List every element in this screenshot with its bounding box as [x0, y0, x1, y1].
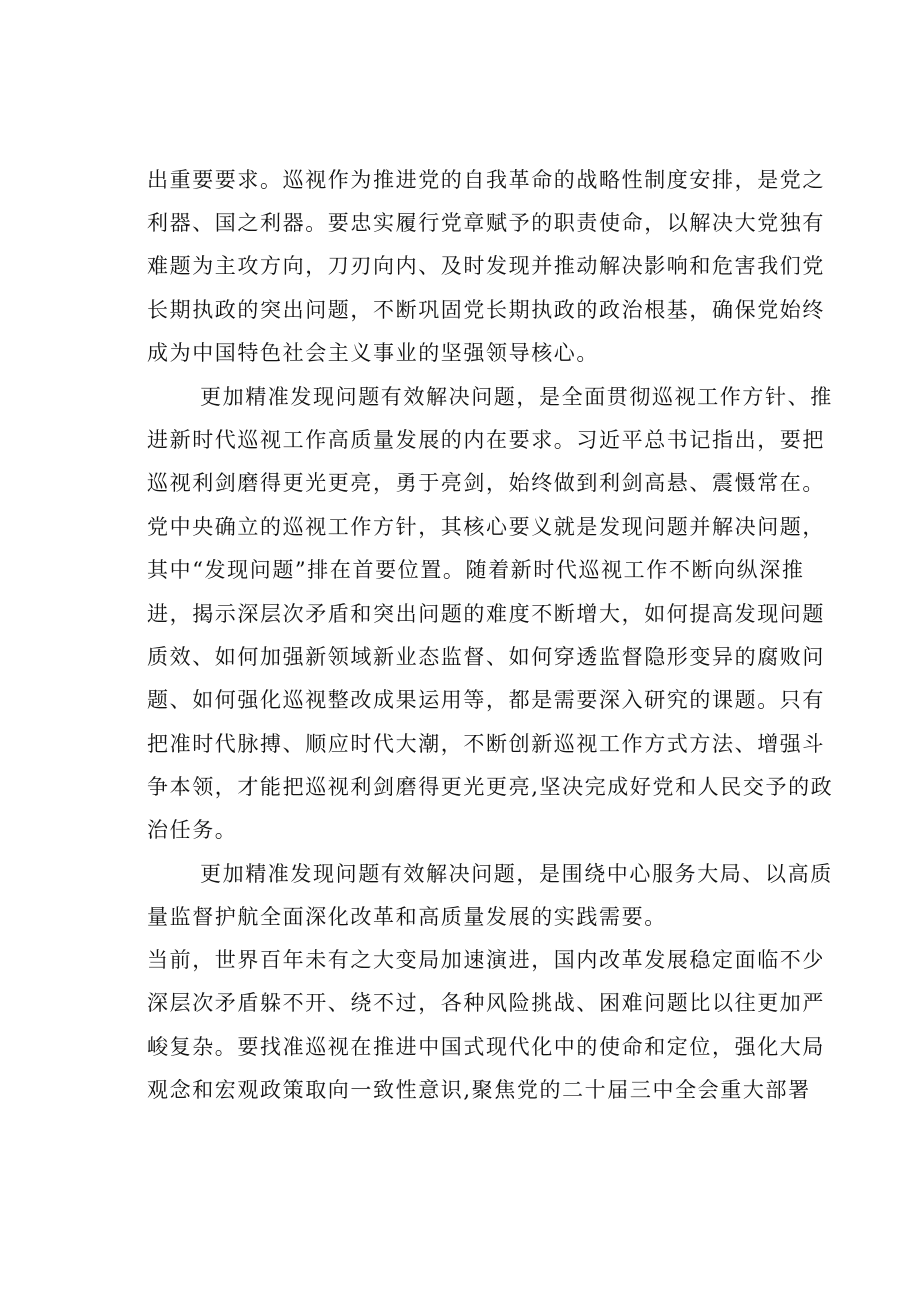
text-line: 质效、如何加强新领域新业态监督、如何穿透监督隐形变异的腐败问 [147, 645, 825, 669]
text-line: 峻复杂。要找准巡视在推进中国式现代化中的使命和定位，强化大局 [147, 1035, 825, 1059]
text-line: 出重要要求。巡视作为推进党的自我革命的战略性制度安排，是党之 [147, 168, 825, 192]
paragraph-first-line: 更加精准发现问题有效解决问题，是全面贯彻巡视工作方针、推 [200, 385, 833, 409]
text-line: 争本领，才能把巡视利剑磨得更光更亮,坚决完成好党和人民交予的政 [147, 775, 834, 799]
text-line: 深层次矛盾躲不开、绕不过，各种风险挑战、困难问题比以往更加严 [147, 991, 825, 1015]
text-line: 题、如何强化巡视整改成果运用等，都是需要深入研究的课题。只有 [147, 688, 825, 712]
text-line: 党中央确立的巡视工作方针，其核心要义就是发现问题并解决问题， [147, 515, 825, 539]
text-line: 难题为主攻方向，刀刃向内、及时发现并推动解决影响和危害我们党 [147, 254, 825, 278]
text-line: 把准时代脉搏、顺应时代大潮，不断创新巡视工作方式方法、增强斗 [147, 732, 825, 756]
text-line: 其中“发现问题”排在首要位置。随着新时代巡视工作不断向纵深推 [147, 558, 805, 582]
text-line: 量监督护航全面深化改革和高质量发展的实践需要。 [147, 905, 667, 929]
text-line: 当前，世界百年未有之大变局加速演进，国内改革发展稳定面临不少 [147, 948, 825, 972]
text-line: 观念和宏观政策取向一致性意识,聚焦党的二十届三中全会重大部署 [147, 1078, 811, 1102]
text-line: 进新时代巡视工作高质量发展的内在要求。习近平总书记指出，要把 [147, 428, 825, 452]
text-line: 治任务。 [147, 818, 238, 842]
paragraph-first-line: 更加精准发现问题有效解决问题，是围绕中心服务大局、以高质 [200, 862, 833, 886]
text-line: 利器、国之利器。要忠实履行党章赋予的职责使命，以解决大党独有 [147, 211, 825, 235]
text-line: 进，揭示深层次矛盾和突出问题的难度不断增大，如何提高发现问题 [147, 602, 825, 626]
text-line: 成为中国特色社会主义事业的坚强领导核心。 [147, 341, 599, 365]
text-line: 巡视利剑磨得更光更亮，勇于亮剑，始终做到利剑高悬、震慑常在。 [147, 471, 825, 495]
text-line: 长期执政的突出问题，不断巩固党长期执政的政治根基，确保党始终 [147, 298, 825, 322]
